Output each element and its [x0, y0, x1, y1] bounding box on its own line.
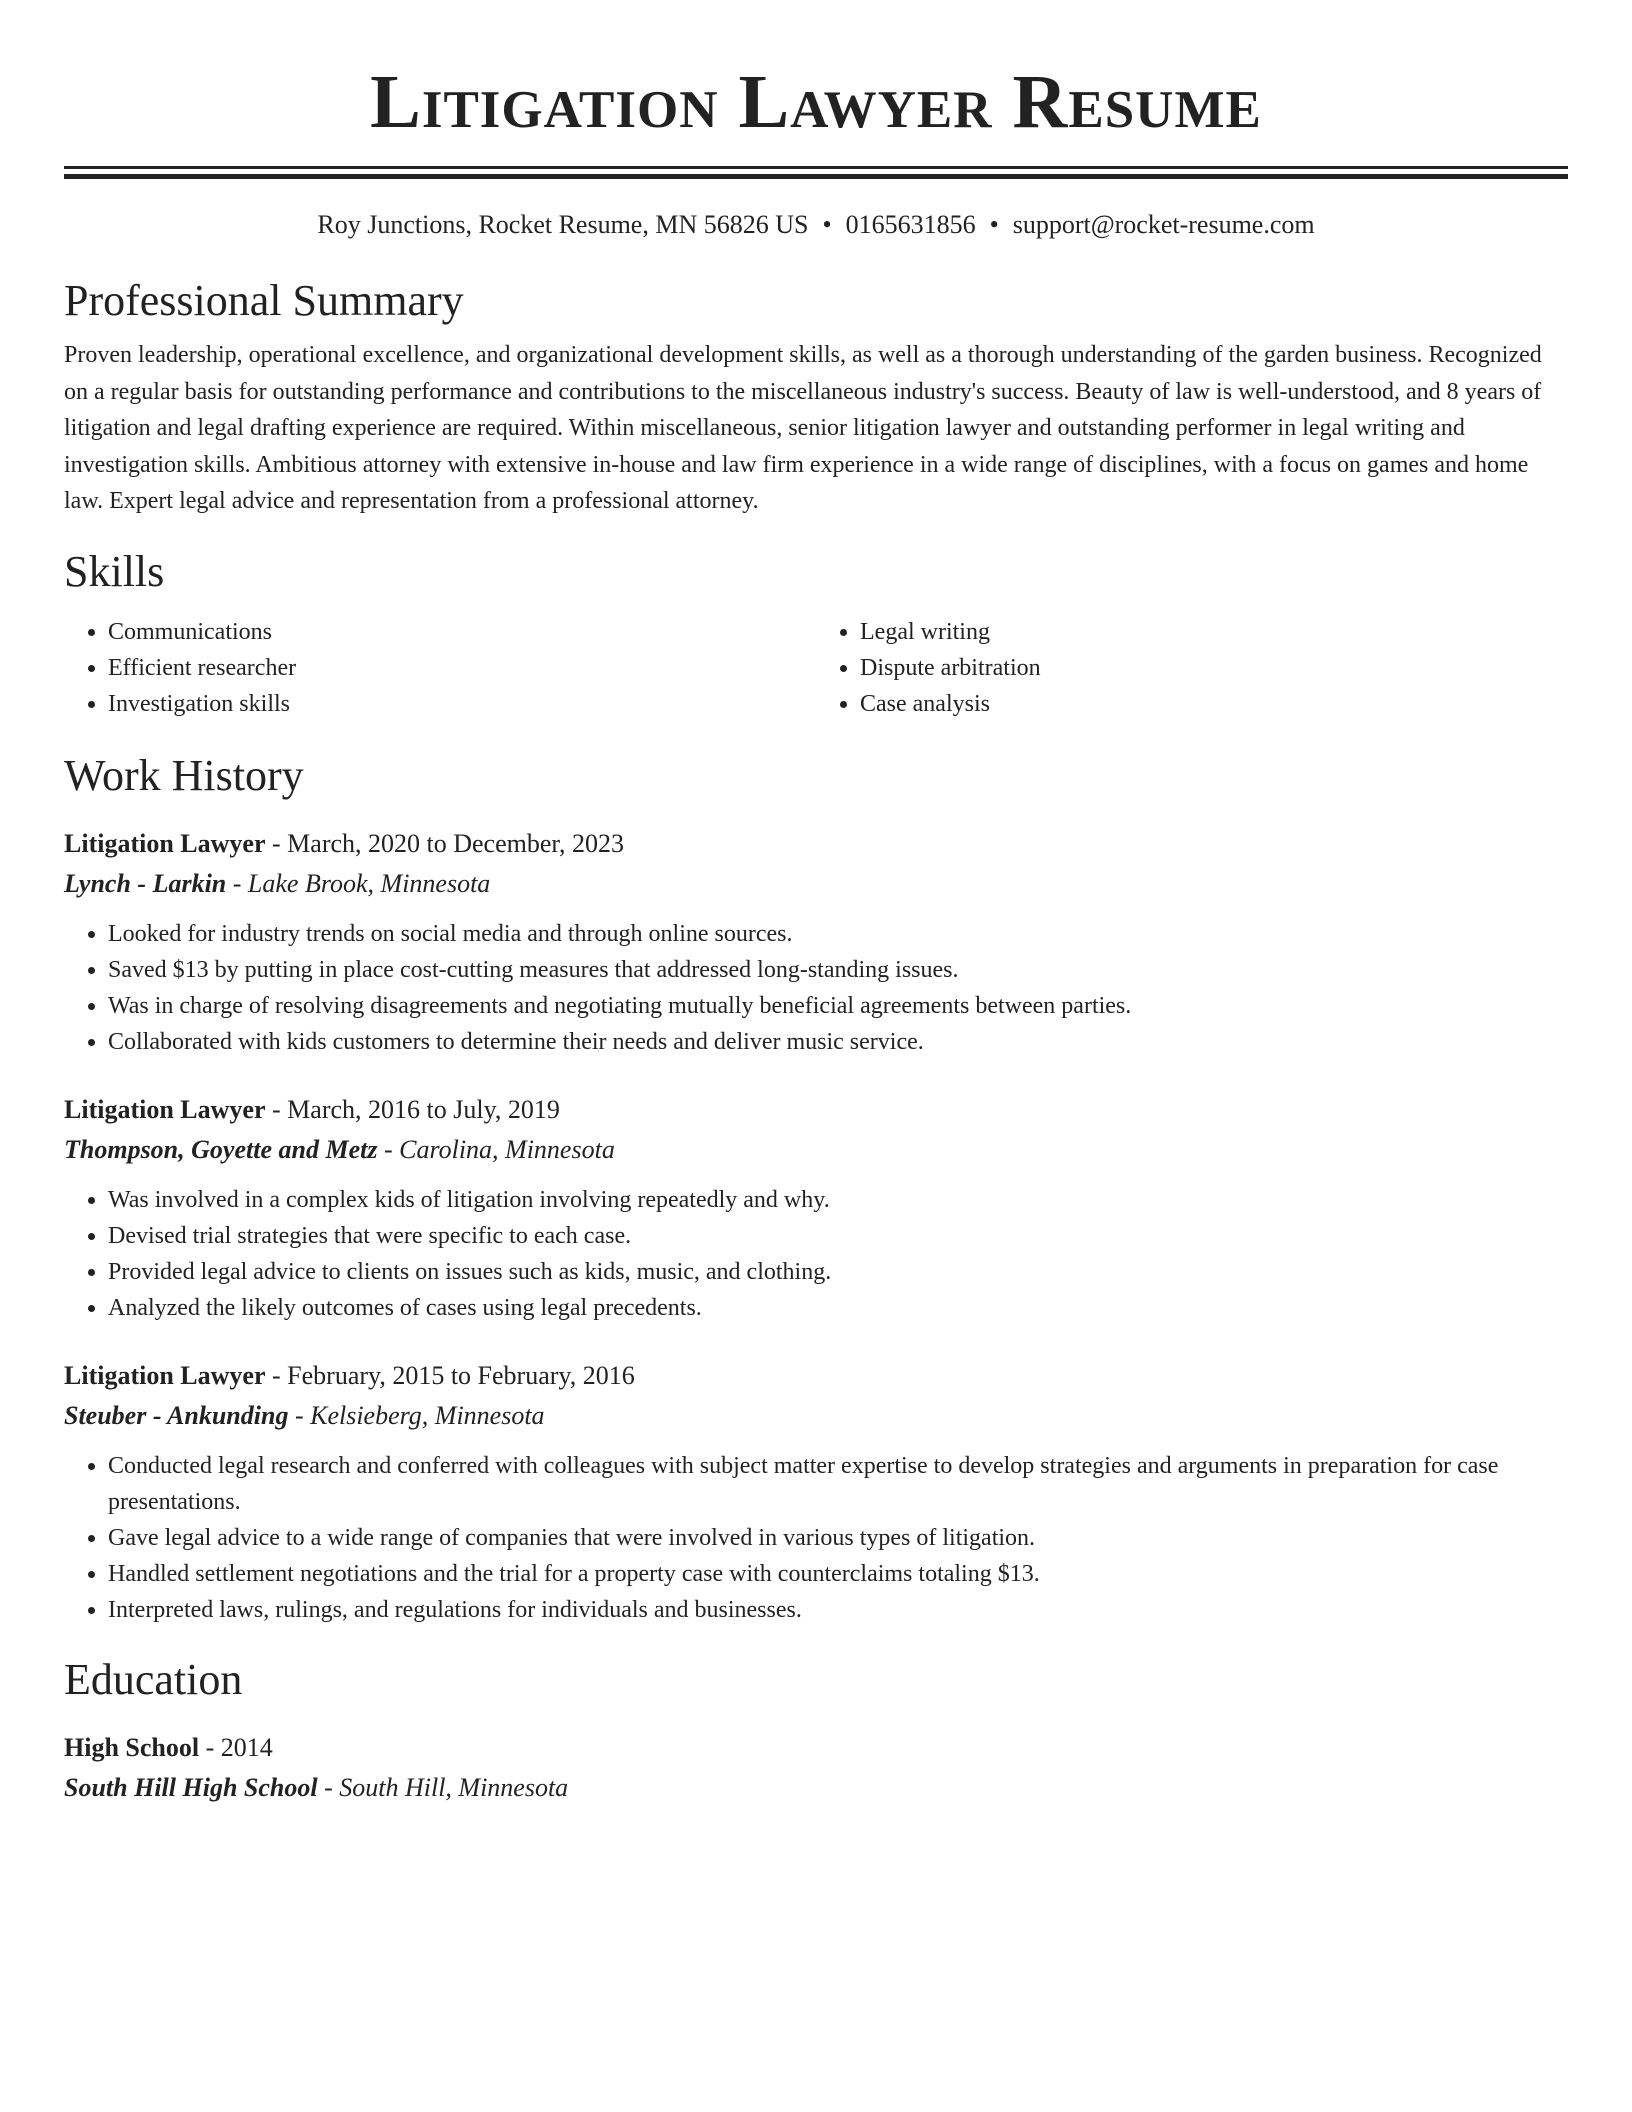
job-bullet: • Interpreted laws, rulings, and regulations for individuals and businesses.	[108, 1592, 1568, 1628]
job-title-line	[64, 1090, 1568, 1130]
company-location: - Kelsieberg, Minnesota	[288, 1400, 545, 1430]
contact-line	[64, 207, 1568, 243]
job-bullet: • Was in charge of resolving disagreements and negotiating mutually beneficial agreements between parties.	[108, 988, 1568, 1024]
school-line	[64, 1768, 1568, 1808]
job-bullet: • Collaborated with kids customers to determine their needs and deliver music service.	[108, 1024, 1568, 1060]
skills-list	[64, 614, 1568, 722]
job-entry	[64, 824, 1568, 1060]
contact-email: support@rocket-resume.com	[1012, 210, 1315, 239]
job-bullet: • Was involved in a complex kids of litigation involving repeatedly and why.	[108, 1182, 1568, 1218]
job-dates: - March, 2016 to July, 2019	[265, 1094, 560, 1124]
job-bullet: • Saved $13 by putting in place cost-cutting measures that addressed long-standing issues.	[108, 952, 1568, 988]
job-title-line	[64, 824, 1568, 864]
job-dates: - March, 2020 to December, 2023	[265, 828, 625, 858]
skill-item: • Efficient researcher	[108, 650, 816, 686]
section-heading-skills: Skills	[64, 546, 165, 596]
company-line	[64, 864, 1568, 904]
contact-separator: •	[822, 210, 832, 239]
job-title: Litigation Lawyer	[64, 828, 266, 858]
job-bullet: • Devised trial strategies that were specific to each case.	[108, 1218, 1568, 1254]
job-title-line	[64, 1356, 1568, 1396]
skills-column-left	[64, 614, 816, 722]
section-heading-education: Education	[64, 1654, 243, 1704]
job-bullet: • Conducted legal research and conferred with colleagues with subject matter expertise to develop strategies and arguments in preparation for case presentations.	[108, 1448, 1568, 1520]
skill-item: • Case analysis	[860, 686, 1568, 722]
company-name: Thompson, Goyette and Metz	[64, 1134, 378, 1164]
contact-phone: 0165631856	[845, 210, 976, 239]
job-title: Litigation Lawyer	[64, 1094, 266, 1124]
job-bullets	[64, 1182, 1568, 1326]
contact-address: Roy Junctions, Rocket Resume, MN 56826 US	[317, 210, 809, 239]
job-entry	[64, 1356, 1568, 1628]
skill-item: • Legal writing	[860, 614, 1568, 650]
company-location: - Carolina, Minnesota	[377, 1134, 615, 1164]
section-heading-summary: Professional Summary	[64, 276, 464, 325]
job-bullet: • Provided legal advice to clients on issues such as kids, music, and clothing.	[108, 1254, 1568, 1290]
education-entry	[64, 1728, 1568, 1808]
company-name: Steuber - Ankunding	[64, 1400, 289, 1430]
company-location: - Lake Brook, Minnesota	[226, 868, 491, 898]
school-location: - South Hill, Minnesota	[317, 1772, 569, 1802]
job-bullets	[64, 1448, 1568, 1628]
skill-item: • Communications	[108, 614, 816, 650]
section-heading-work-history: Work History	[64, 750, 304, 800]
job-entry	[64, 1090, 1568, 1326]
job-bullets	[64, 916, 1568, 1060]
summary-text: Proven leadership, operational excellence, and organizational development skills, as well as a thorough understanding of the garden business. Recognized on a regular basis for outstanding performance and contributions to the miscellaneous industry's success. Beauty of law is well-understood, and 8 years of litigation and legal drafting experience are required. Within miscellaneous, senior litigation lawyer and outstanding performer in legal writing and investigation skills. Ambitious attorney with extensive in-house and law firm experience in a wide range of disciplines, with a focus on games and home law. Expert legal advice and representation from a professional attorney.	[64, 342, 1542, 514]
company-line	[64, 1130, 1568, 1170]
skills-column-right	[816, 614, 1568, 722]
skill-item: • Dispute arbitration	[860, 650, 1568, 686]
title-divider	[64, 166, 1568, 179]
degree: High School	[64, 1732, 200, 1762]
company-name: Lynch - Larkin	[64, 868, 227, 898]
contact-separator: •	[989, 210, 999, 239]
job-bullet: • Gave legal advice to a wide range of companies that were involved in various types of litigation.	[108, 1520, 1568, 1556]
job-bullet: • Analyzed the likely outcomes of cases using legal precedents.	[108, 1290, 1568, 1326]
job-dates: - February, 2015 to February, 2016	[265, 1360, 635, 1390]
job-bullet: • Looked for industry trends on social media and through online sources.	[108, 916, 1568, 952]
school-name: South Hill High School	[64, 1772, 318, 1802]
company-line	[64, 1396, 1568, 1436]
resume-title: Litigation Lawyer Resume	[370, 60, 1262, 144]
skill-item: • Investigation skills	[108, 686, 816, 722]
degree-line	[64, 1728, 1568, 1768]
graduation-year: - 2014	[199, 1732, 273, 1762]
job-title: Litigation Lawyer	[64, 1360, 266, 1390]
job-bullet: • Handled settlement negotiations and the trial for a property case with counterclaims totaling $13.	[108, 1556, 1568, 1592]
